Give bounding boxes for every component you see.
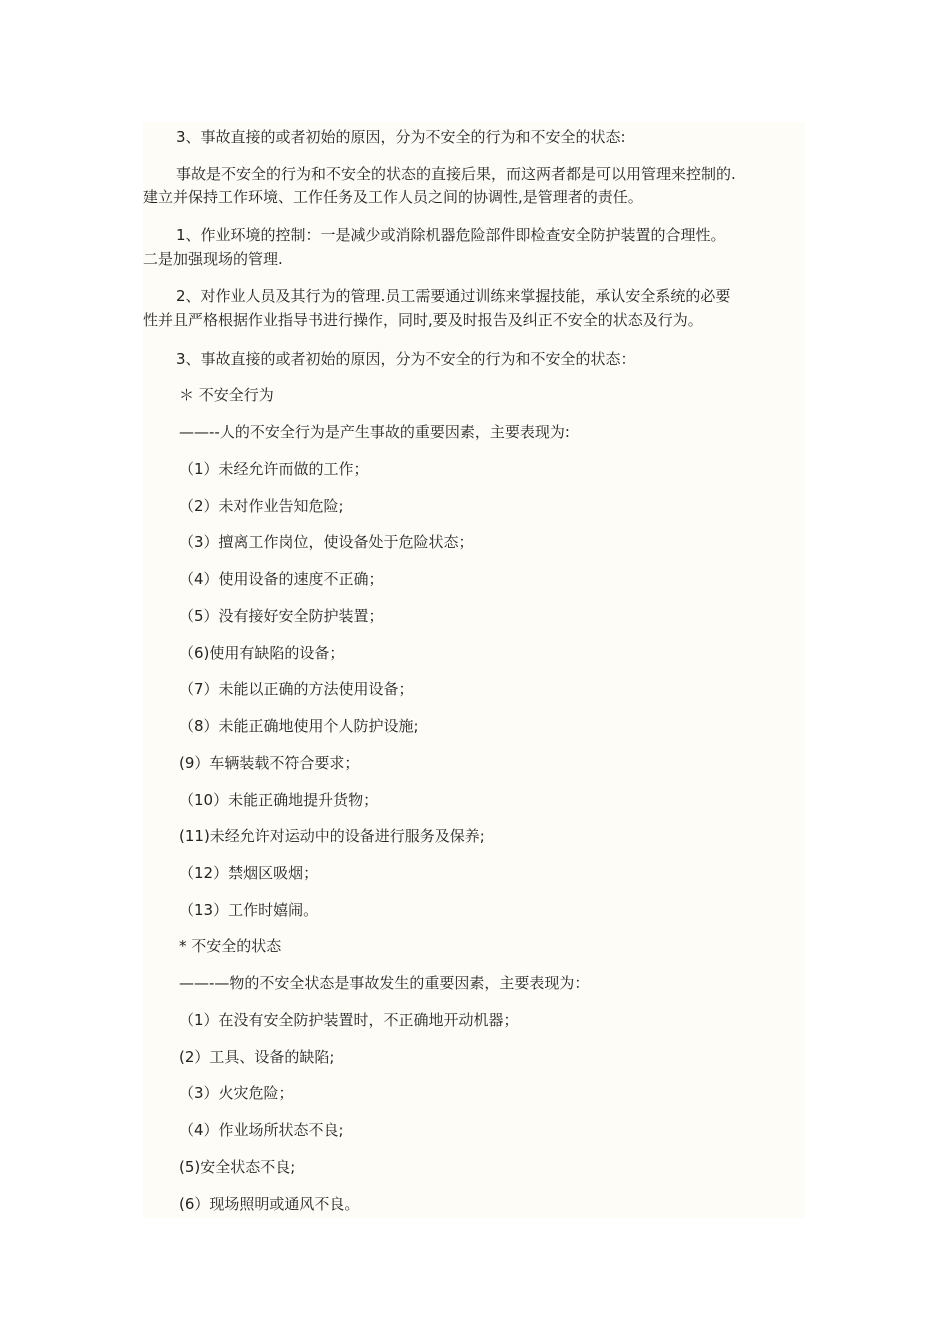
list-item: （7）未能以正确的方法使用设备； [179, 680, 414, 698]
list-item: （8）未能正确地使用个人防护设施; [179, 717, 419, 735]
list-item: （1）未经允许而做的工作； [179, 460, 369, 478]
subsection-lead: ——-—物的不安全状态是事故发生的重要因素，主要表现为： [179, 974, 590, 992]
list-item: （12）禁烟区吸烟； [179, 864, 319, 882]
paragraph-line: 建立并保持工作环境、工作任务及工作人员之间的协调性,是管理者的责任。 [143, 188, 643, 206]
list-item: (11)未经允许对运动中的设备进行服务及保养; [179, 827, 485, 845]
section-heading: 3、事故直接的或者初始的原因，分为不安全的行为和不安全的状态： [176, 350, 636, 368]
paragraph-line: 2、对作业人员及其行为的管理.员工需要通过训练来掌握技能，承认安全系统的必要 [176, 287, 731, 305]
list-item: (5)安全状态不良; [179, 1158, 296, 1176]
subsection-title: * 不安全的状态 [179, 937, 282, 955]
list-item: （3）火灾危险； [179, 1084, 294, 1102]
paragraph-line: 事故是不安全的行为和不安全的状态的直接后果，而这两者都是可以用管理来控制的. [176, 165, 736, 183]
list-item: （3）擅离工作岗位，使设备处于危险状态； [179, 533, 474, 551]
list-item: （2）未对作业告知危险; [179, 497, 344, 515]
paragraph-line: 1、作业环境的控制：一是减少或消除机器危险部件即检查安全防护装置的合理性。 [176, 226, 726, 244]
list-item: （1）在没有安全防护装置时，不正确地开动机器； [179, 1011, 519, 1029]
subsection-lead: ——--人的不安全行为是产生事故的重要因素，主要表现为: [179, 423, 570, 441]
list-item: （13）工作时嬉闹。 [179, 901, 319, 919]
list-item: (6）现场照明或通风不良。 [179, 1195, 360, 1213]
list-item: （5）没有接好安全防护装置； [179, 607, 384, 625]
intro-heading: 3、事故直接的或者初始的原因，分为不安全的行为和不安全的状态: [176, 128, 626, 146]
list-item: (2）工具、设备的缺陷; [179, 1048, 335, 1066]
document-page [143, 122, 805, 1218]
subsection-title: ＊ 不安全行为 [179, 386, 274, 404]
list-item: （10）未能正确地提升货物； [179, 791, 379, 809]
list-item: （6)使用有缺陷的设备； [179, 644, 345, 662]
paragraph-line: 二是加强现场的管理. [143, 250, 283, 268]
paragraph-line: 性并且严格根据作业指导书进行操作，同时,要及时报告及纠正不安全的状态及行为。 [143, 311, 703, 329]
list-item: （4）使用设备的速度不正确； [179, 570, 384, 588]
list-item: （4）作业场所状态不良; [179, 1121, 344, 1139]
list-item: (9）车辆装载不符合要求； [179, 754, 360, 772]
